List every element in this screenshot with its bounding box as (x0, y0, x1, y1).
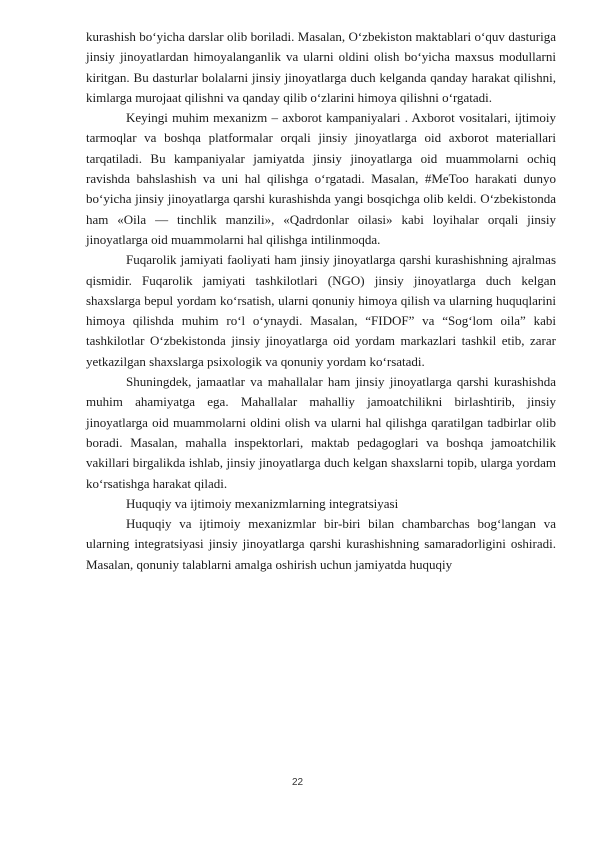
page-number: 22 (291, 777, 304, 788)
page-body (86, 27, 556, 575)
paragraph-4: Shuningdek, jamaatlar va mahallalar ham jinsiy jinoyatlarga qarshi kurashishda muhim ahamiyatga ega. Mahallalar mahalliy jamoatchilikni birlashtirib, jinsiy jinoyatlarga oid muammolarni oldini olish va ularni hal qilishga qaratilgan tadbirlar olib boradi. Masalan, mahalla inspektorlari, maktab pedagoglari va boshqa jamoatchilik vakillari birgalikda ishlab, jinsiy jinoyatlarga duch kelgan shaxslarni topib, ularga yordam ko‘rsatishga harakat qiladi. (86, 374, 556, 491)
paragraph-1: kurashish bo‘yicha darslar olib boriladi. Masalan, O‘zbekiston maktablari o‘quv dasturiga jinsiy jinoyatlardan himoyalanganlik va ularni oldini olish bo‘yicha maxsus modullarni kiritgan. Bu dasturlar bolalarni jinsiy jinoyatlarga duch kelganda qanday harakat qilishni, kimlarga murojaat qilishni va qanday qilib o‘zlarini himoya qilishni o‘rgatadi. (86, 29, 556, 105)
section-heading: Huquqiy va ijtimoiy mexanizmlarning integratsiyasi (126, 495, 399, 511)
paragraph-5: Huquqiy va ijtimoiy mexanizmlar bir-biri bilan chambarchas bog‘langan va ularning integratsiyasi jinsiy jinoyatlarga qarshi kurashishning samaradorligini oshiradi. Masalan, qonuniy talablarni amalga oshirish uchun jamiyatda huquqiy (86, 516, 556, 572)
paragraph-3: Fuqarolik jamiyati faoliyati ham jinsiy jinoyatlarga qarshi kurashishning ajralmas qismidir. Fuqarolik jamiyati tashkilotlari (NGO) jinsiy jinoyatlarga duch kelgan shaxslarga bepul yordam ko‘rsatish, ularni qonuniy himoya qilish va ularning huquqlarini himoya qilishda muhim ro‘l o‘ynaydi. Masalan, “FIDOF” va “Sog‘lom oila” kabi tashkilotlar O‘zbekistonda jinsiy jinoyatlarga oid yordam markazlari tashkil etib, zarar yetkazilgan shaxslarga psixologik va qonuniy yordam ko‘rsatadi. (86, 252, 556, 369)
paragraph-2: Keyingi muhim mexanizm – axborot kampaniyalari . Axborot vositalari, ijtimoiy tarmoqlar va boshqa platformalar orqali jinsiy jinoyatlarga oid axborot materiallari tarqatiladi. Bu kampaniyalar jamiyatda jinsiy jinoyatlarga oid muammolarni ochiq ravishda bahslashish va uni hal qilishga o‘rgatadi. Masalan, #MeToo harakati dunyo bo‘yicha jinsiy jinoyatlarga qarshi kurashishda yangi bosqichga olib keldi. O‘zbekistonda ham «Oila — tinchlik manzili», «Qadrdonlar oilasi» kabi loyihalar orqali jinsiy jinoyatlarga oid muammolarni hal qilishga intilinmoqda. (86, 110, 556, 247)
